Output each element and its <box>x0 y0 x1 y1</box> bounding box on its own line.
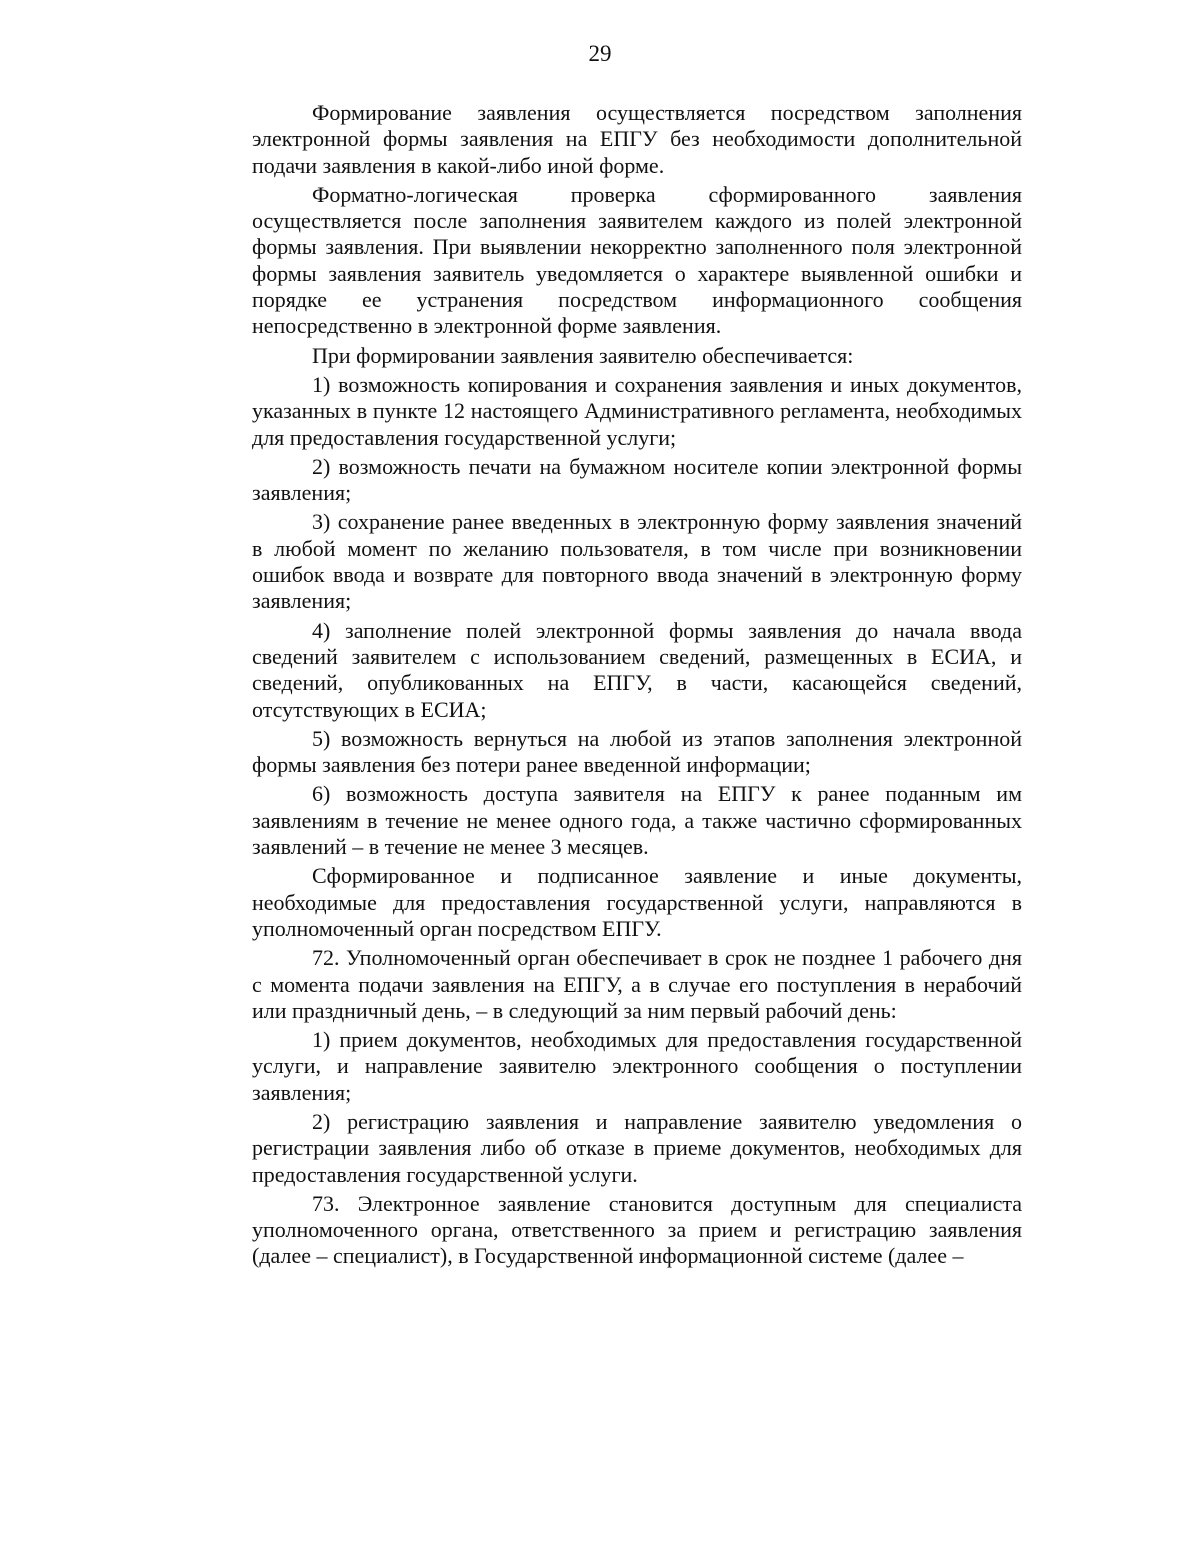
paragraph: 72. Уполномоченный орган обеспечивает в срок не позднее 1 рабочего дня с момента подачи заявления на ЕПГУ, а в случае его поступления в нерабочий или праздничный день, – в следующий за ним первый рабочий день: <box>252 945 1022 1023</box>
paragraph: Сформированное и подписанное заявление и иные документы, необходимые для предоставления государственной услуги, направляются в уполномоченный орган посредством ЕПГУ. <box>252 863 1022 941</box>
page-number: 29 <box>588 41 612 66</box>
list-item: 6) возможность доступа заявителя на ЕПГУ к ранее поданным им заявлениям в течение не менее одного года, а также частично сформированных заявлений – в течение не менее 3 месяцев. <box>252 781 1022 860</box>
paragraph: Форматно-логическая проверка сформированного заявления осуществляется после заполнения заявителем каждого из полей электронной формы заявления. При выявлении некорректно заполненного поля электронной формы заявления заявитель уведомляется о характере выявленной ошибки и порядке ее устранения посредством информационного сообщения непосредственно в электронной форме заявления. <box>252 181 1022 339</box>
list-item: 1) прием документов, необходимых для предоставления государственной услуги, и направление заявителю электронного сообщения о поступлении заявления; <box>252 1027 1022 1105</box>
list-item: 2) возможность печати на бумажном носителе копии электронной формы заявления; <box>252 453 1022 506</box>
list-item: 1) возможность копирования и сохранения заявления и иных документов, указанных в пункте 12 настоящего Административного регламента, необходимых для предоставления государственной услуги; <box>252 371 1022 450</box>
paragraph: Формирование заявления осуществляется посредством заполнения электронной формы заявления на ЕПГУ без необходимости дополнительной подачи заявления в какой-либо иной форме. <box>252 100 1022 178</box>
paragraph: 73. Электронное заявление становится доступным для специалиста уполномоченного органа, ответственного за прием и регистрацию заявления (далее – специалист), в Государственной информационной системе (далее – <box>252 1190 1022 1269</box>
list-item: 4) заполнение полей электронной формы заявления до начала ввода сведений заявителем с использованием сведений, размещенных в ЕСИА, и сведений, опубликованных на ЕПГУ, в части, касающейся сведений, отсутствующих в ЕСИА; <box>252 617 1022 722</box>
list-item: 2) регистрацию заявления и направление заявителю уведомления о регистрации заявления либо об отказе в приеме документов, необходимых для предоставления государственной услуги. <box>252 1108 1022 1187</box>
paragraph: При формировании заявления заявителю обеспечивается: <box>312 342 854 368</box>
list-item: 5) возможность вернуться на любой из этапов заполнения электронной формы заявления без потери ранее введенной информации; <box>252 725 1022 778</box>
list-item: 3) сохранение ранее введенных в электронную форму заявления значений в любой момент по желанию пользователя, в том числе при возникновении ошибок ввода и возврате для повторного ввода значений в электронную форму заявления; <box>252 509 1022 614</box>
document-body <box>252 100 1022 1273</box>
